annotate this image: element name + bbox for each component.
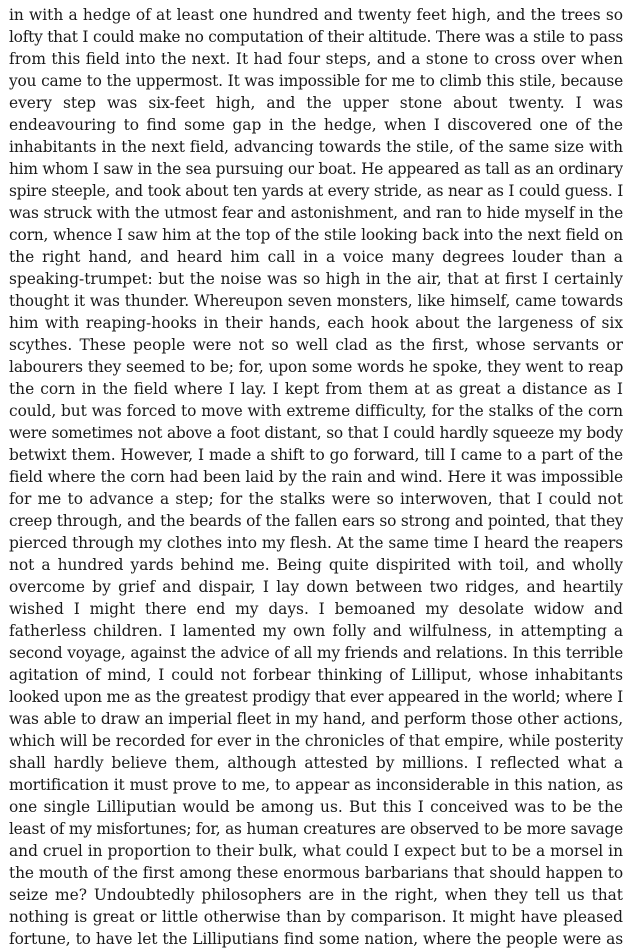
text-line: were sometimes not above a foot distant, so that I could hardly squeeze my body [9, 424, 623, 442]
text-line: labourers they seemed to be; for, upon some words he spoke, they went to reap [9, 358, 623, 376]
text-line: scythes. These people were not so well clad as the first, whose servants or [9, 336, 623, 354]
text-line: from this field into the next. It had four steps, and a stone to cross over when [9, 50, 623, 68]
text-line: nothing is great or little otherwise than by comparison. It might have pleased [9, 908, 623, 926]
body-paragraph [9, 4, 623, 950]
text-line: not a hundred yards behind me. Being quite dispirited with toil, and wholly [9, 556, 623, 574]
text-line: overcome by grief and dispair, I lay down between two ridges, and heartily [9, 578, 623, 596]
text-line: could, but was forced to move with extreme difficulty, for the stalks of the corn [9, 402, 623, 420]
text-line: wished I might there end my days. I bemoaned my desolate widow and [9, 600, 623, 618]
text-line: one single Lilliputian would be among us. But this I conceived was to be the [9, 798, 623, 816]
text-line: thought it was thunder. Whereupon seven monsters, like himself, came towards [9, 292, 623, 310]
text-line: was able to draw an imperial fleet in my hand, and perform those other actions, [9, 710, 623, 728]
text-line: for me to advance a step; for the stalks were so interwoven, that I could not [9, 490, 623, 508]
text-line: field where the corn had been laid by the rain and wind. Here it was impossible [9, 468, 623, 486]
text-line: in with a hedge of at least one hundred and twenty feet high, and the trees so [9, 6, 623, 24]
text-line: looked upon me as the greatest prodigy that ever appeared in the world; where I [9, 688, 623, 706]
text-line: creep through, and the beards of the fallen ears so strong and pointed, that they [9, 512, 623, 530]
text-line: the right hand, and heard him call in a voice many degrees louder than a [9, 248, 623, 266]
text-line: corn, whence I saw him at the top of the stile looking back into the next field on [9, 226, 623, 244]
text-line: him with reaping-hooks in their hands, each hook about the largeness of six [9, 314, 623, 332]
text-line: shall hardly believe them, although attested by millions. I reflected what a [9, 754, 623, 772]
text-line: you came to the uppermost. It was impossible for me to climb this stile, because [9, 72, 623, 90]
text-line: pierced through my clothes into my flesh. At the same time I heard the reapers [9, 534, 623, 552]
text-line: the corn in the field where I lay. I kept from them at as great a distance as I [9, 380, 623, 398]
text-line: second voyage, against the advice of all my friends and relations. In this terrible [9, 644, 623, 662]
text-line: and cruel in proportion to their bulk, what could I expect but to be a morsel in [9, 842, 623, 860]
text-line: mortification it must prove to me, to appear as inconsiderable in this nation, as [9, 776, 623, 794]
text-line: fortune, to have let the Lilliputians find some nation, where the people were as [9, 930, 623, 948]
text-line: fatherless children. I lamented my own folly and wilfulness, in attempting a [9, 622, 623, 640]
text-line: speaking-trumpet: but the noise was so high in the air, that at first I certainly [9, 270, 623, 288]
text-line: lofty that I could make no computation of their altitude. There was a stile to pass [9, 28, 623, 46]
text-line: least of my misfortunes; for, as human creatures are observed to be more savage [9, 820, 623, 838]
text-line: betwixt them. However, I made a shift to go forward, till I came to a part of the [9, 446, 623, 464]
text-line: which will be recorded for ever in the chronicles of that empire, while posterity [9, 732, 623, 750]
text-line: was struck with the utmost fear and astonishment, and ran to hide myself in the [9, 204, 623, 222]
text-line: every step was six-feet high, and the upper stone about twenty. I was [9, 94, 623, 112]
text-line: agitation of mind, I could not forbear thinking of Lilliput, whose inhabitants [9, 666, 623, 684]
text-line: seize me? Undoubtedly philosophers are in the right, when they tell us that [9, 886, 623, 904]
text-line: the mouth of the first among these enormous barbarians that should happen to [9, 864, 623, 882]
text-line: endeavouring to find some gap in the hedge, when I discovered one of the [9, 116, 623, 134]
text-line: inhabitants in the next field, advancing towards the stile, of the same size with [9, 138, 623, 156]
text-line: him whom I saw in the sea pursuing our boat. He appeared as tall as an ordinary [9, 160, 623, 178]
text-line: spire steeple, and took about ten yards at every stride, as near as I could guess. I [9, 182, 623, 200]
